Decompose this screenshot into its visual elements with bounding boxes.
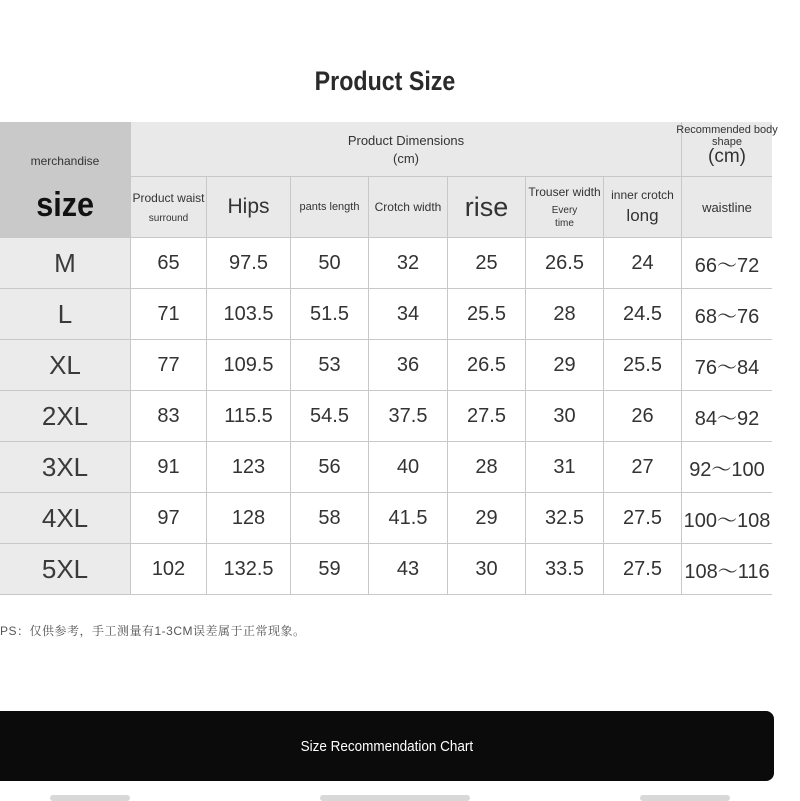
table-cell: 41.5 — [369, 493, 447, 543]
table-cell: 132.5 — [207, 544, 290, 594]
merchandise-size-header — [0, 122, 130, 237]
recommended-body-shape-header — [676, 122, 778, 176]
col-header-trouser-width-line3: time — [555, 218, 574, 229]
col-header-pants-length-label: pants length — [299, 201, 360, 213]
table-cell: 32.5 — [526, 493, 603, 543]
cut-off-text-fragment — [320, 795, 470, 801]
table-cell: 115.5 — [207, 391, 290, 441]
col-header-crotch-width-label: Crotch width — [374, 200, 442, 214]
table-cell: 66～72 — [682, 238, 772, 288]
table-cell: 58 — [291, 493, 368, 543]
table-cell: 53 — [291, 340, 368, 390]
table-cell: 30 — [448, 544, 525, 594]
col-header-waistline — [682, 177, 772, 237]
table-cell: 28 — [526, 289, 603, 339]
col-header-inner-crotch-line2: long — [626, 206, 659, 225]
col-header-waist-line1: Product waist — [132, 190, 205, 205]
table-cell: 100～108 — [682, 493, 772, 543]
table-cell: 29 — [526, 340, 603, 390]
table-cell: 36 — [369, 340, 447, 390]
table-cell: 33.5 — [526, 544, 603, 594]
table-cell: 28 — [448, 442, 525, 492]
table-cell: 30 — [526, 391, 603, 441]
measurement-note: PS：仅供参考，手工测量有1-3CM误差属于正常现象。 — [0, 624, 306, 638]
table-cell: 128 — [207, 493, 290, 543]
recommended-label-line2: shape — [712, 136, 742, 148]
size-cell: M — [0, 238, 130, 288]
col-header-crotch-width — [369, 177, 447, 237]
size-cell: L — [0, 289, 130, 339]
table-cell: 25.5 — [448, 289, 525, 339]
size-cell: 2XL — [0, 391, 130, 441]
size-table — [0, 122, 778, 595]
table-cell: 56 — [291, 442, 368, 492]
table-cell: 25 — [448, 238, 525, 288]
table-cell: 123 — [207, 442, 290, 492]
table-cell: 103.5 — [207, 289, 290, 339]
table-cell: 77 — [131, 340, 206, 390]
table-cell: 59 — [291, 544, 368, 594]
col-header-trouser-width-line2: Every — [551, 205, 578, 216]
col-header-trouser-width-line1: Trouser width — [528, 185, 601, 199]
table-cell: 102 — [131, 544, 206, 594]
col-header-waistline-label: waistline — [702, 199, 752, 215]
table-cell: 68～76 — [682, 289, 772, 339]
size-cell: 5XL — [0, 544, 130, 594]
table-cell: 25.5 — [604, 340, 681, 390]
recommended-unit: (cm) — [708, 146, 746, 167]
table-cell: 24.5 — [604, 289, 681, 339]
col-header-pants-length — [291, 177, 368, 237]
table-cell: 65 — [131, 238, 206, 288]
table-cell: 84～92 — [682, 391, 772, 441]
cut-off-text-fragment — [50, 795, 130, 801]
table-cell: 40 — [369, 442, 447, 492]
col-header-rise-label: rise — [464, 191, 509, 222]
col-header-rise — [448, 177, 525, 237]
col-header-inner-crotch — [604, 177, 681, 237]
table-cell: 54.5 — [291, 391, 368, 441]
table-cell: 26.5 — [526, 238, 603, 288]
table-cell: 31 — [526, 442, 603, 492]
table-cell: 71 — [131, 289, 206, 339]
table-cell: 27.5 — [448, 391, 525, 441]
table-cell: 27.5 — [604, 544, 681, 594]
product-dimensions-header — [131, 122, 681, 176]
table-cell: 29 — [448, 493, 525, 543]
table-cell: 109.5 — [207, 340, 290, 390]
size-cell: XL — [0, 340, 130, 390]
cut-off-text-fragment — [640, 795, 730, 801]
table-cell: 26 — [604, 391, 681, 441]
table-cell: 51.5 — [291, 289, 368, 339]
table-cell: 108～116 — [682, 544, 772, 594]
table-cell: 27 — [604, 442, 681, 492]
table-cell: 32 — [369, 238, 447, 288]
page-title: Product Size — [314, 66, 456, 96]
merchandise-label: merchandise — [30, 154, 100, 168]
product-dimensions-label: Product Dimensions — [347, 132, 465, 148]
col-header-hips — [207, 177, 290, 237]
col-header-waist-line2: surround — [148, 212, 189, 224]
size-cell: 4XL — [0, 493, 130, 543]
recommended-label-line1: Recommended body — [676, 124, 778, 136]
col-header-waist — [131, 177, 206, 237]
table-cell: 34 — [369, 289, 447, 339]
product-dimensions-unit: (cm) — [393, 150, 419, 166]
table-cell: 92～100 — [682, 442, 772, 492]
table-cell: 43 — [369, 544, 447, 594]
table-cell: 97 — [131, 493, 206, 543]
table-cell: 26.5 — [448, 340, 525, 390]
size-cell: 3XL — [0, 442, 130, 492]
table-cell: 24 — [604, 238, 681, 288]
size-recommendation-banner — [0, 711, 774, 781]
table-cell: 91 — [131, 442, 206, 492]
table-cell: 27.5 — [604, 493, 681, 543]
table-cell: 37.5 — [369, 391, 447, 441]
col-header-inner-crotch-line1: inner crotch — [611, 188, 674, 202]
table-cell: 76～84 — [682, 340, 772, 390]
col-header-trouser-width — [526, 177, 603, 237]
size-label: size — [36, 186, 94, 224]
table-cell: 97.5 — [207, 238, 290, 288]
col-header-hips-label: Hips — [227, 195, 270, 218]
banner-label: Size Recommendation Chart — [300, 737, 474, 755]
table-cell: 83 — [131, 391, 206, 441]
table-cell: 50 — [291, 238, 368, 288]
